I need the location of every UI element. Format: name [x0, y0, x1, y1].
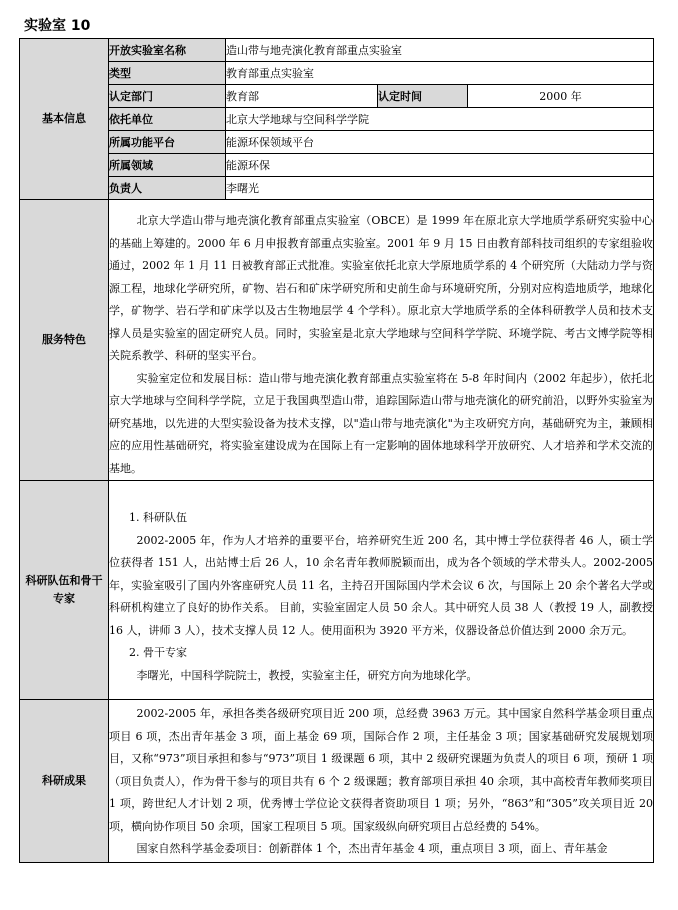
- label-dept: 认定部门: [109, 85, 226, 108]
- label-leader: 负责人: [109, 177, 226, 200]
- section-service-features: 服务特色: [20, 200, 109, 481]
- team-content: [109, 481, 654, 700]
- label-type: 类型: [109, 62, 226, 85]
- team-heading-2: 2. 骨干专家: [129, 646, 187, 659]
- page-title: 实验室 10: [24, 18, 91, 34]
- features-paragraph-2: 实验室定位和发展目标：造山带与地壳演化教育部重点实验室将在 5-8 年时间内（2002 年起步），依托北京大学地球与空间科学学院，立足于我国典型造山带，追踪国际造山带与地壳演化的研究前沿，以野外实验室为研究基地，以先进的大型实验设备为技术支撑，以"造山带与地壳演化"为主攻研究方向，基础研究为主，兼顾相应的应用性基础研究，将实验室建设成为在国际上有一定影响的固体地球科学开放研究、人才培养和学术交流的基地。: [109, 371, 653, 475]
- value-host: 北京大学地球与空间科学学院: [226, 108, 654, 131]
- results-paragraph-2: 国家自然科学基金委项目：创新群体 1 个，杰出青年基金 4 项，重点项目 3 项，面上、青年基金: [136, 842, 608, 856]
- features-content: [109, 200, 654, 481]
- team-paragraph-2: 李曙光，中国科学院院士，教授，实验室主任，研究方向为地球化学。: [136, 668, 478, 682]
- value-platform: 能源环保领域平台: [226, 131, 654, 154]
- value-type: 教育部重点实验室: [226, 62, 654, 85]
- section-basic-info: 基本信息: [20, 39, 109, 200]
- team-heading-1: 1. 科研队伍: [129, 511, 187, 524]
- label-host: 依托单位: [109, 108, 226, 131]
- section-research-team: 科研队伍和骨干专家: [20, 481, 109, 700]
- value-lab-name: 造山带与地壳演化教育部重点实验室: [226, 39, 654, 62]
- results-paragraph-1: 2002-2005 年，承担各类各级研究项目近 200 项，总经费 3963 万元。其中国家自然科学基金项目重点项目 6 项，杰出青年基金 3 项，面上基金 69 项，国际合作 2 项，主任基金 3 项；国家基础研究发展规划项目，又称“973”项目承担和参与“973”项目 1 级课题 6 项，其中 2 级研究课题为负责人的项目 6 项，预研 1 项（项目负责人），作为骨干参与的项目共有 6 个 2 级课题；教育部项目承担 40 余项，其中高校青年教师奖项目 1 项，跨世纪人才计划 2 项，优秀博士学位论文获得者资助项目 1 项；另外，“863”和“305”攻关项目近 20 项，横向协作项目 50 余项，国家工程项目 5 项。国家级纵向研究项目占总经费的 54%。: [109, 707, 653, 833]
- value-field: 能源环保: [226, 154, 654, 177]
- features-paragraph-1: 北京大学造山带与地壳演化教育部重点实验室（OBCE）是 1999 年在原北京大学地质学系研究实验中心的基础上筹建的。2000 年 6 月申报教育部重点实验室。2001 年 9 月 15 日由教育部科技司组织的专家组验收通过，2002 年 1 月 11 日被教育部正式批准。实验室依托北京大学原地质学系的 4 个研究所（大陆动力学与资源工程，地球化学研究所，矿物、岩石和矿床学研究所和史前生命与环境研究所，分别对应构造地质学，地球化学，矿物学、岩石学和矿床学以及古生物地层学 4 个学科）。原北京大学地质学系的全体科研教学人员和技术支撑人员是实验室的固定研究人员。同时，实验室是北京大学地球与空间科学学院、环境学院、考古文博学院等相关院系教学、科研的坚实平台。: [109, 214, 653, 362]
- value-time: 2000 年: [468, 85, 654, 108]
- label-lab-name: 开放实验室名称: [109, 39, 226, 62]
- lab-info-table: [19, 38, 654, 863]
- value-leader: 李曙光: [226, 177, 654, 200]
- label-time: 认定时间: [378, 85, 468, 108]
- team-paragraph-1: 2002-2005 年，作为人才培养的重要平台，培养研究生近 200 名，其中博士学位获得者 46 人，硕士学位获得者 151 人，出站博士后 26 人，10 余名青年教师脱颖而出，成为各个领域的学术带头人。2002-2005 年，实验室吸引了国内外客座研究人员 11 名，主持召开国际国内学术会议 6 次，与国际上 20 余个著名大学或科研机构建立了良好的协作关系。 目前，实验室固定人员 50 余人。其中研究人员 38 人（教授 19 人，副教授 16 人，讲师 3 人），技术支撑人员 12 人。使用面积为 3920 平方米，仪器设备总价值达到 2000 余万元。: [109, 533, 653, 637]
- label-field: 所属领域: [109, 154, 226, 177]
- results-content: [109, 700, 654, 863]
- value-dept: 教育部: [226, 85, 378, 108]
- label-platform: 所属功能平台: [109, 131, 226, 154]
- section-research-results: 科研成果: [20, 700, 109, 863]
